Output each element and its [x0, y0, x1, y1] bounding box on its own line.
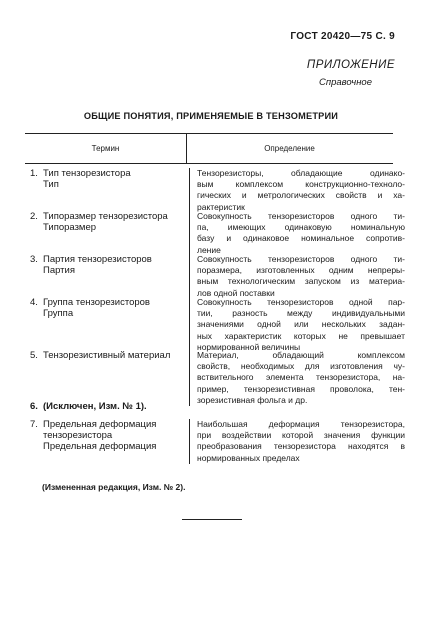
definition-line: Совокупность тензорезисторов одного ти- [197, 254, 405, 264]
definition-line: нормированных пределах [197, 452, 300, 463]
document-title: ОБЩИЕ ПОНЯТИЯ, ПРИМЕНЯЕМЫЕ В ТЕНЗОМЕТРИИ [83, 111, 339, 121]
definition-line: Наибольшая деформация тензорезистора, [197, 419, 405, 429]
entry-number: 2. [30, 211, 38, 222]
term-line: Группа тензорезисторов [43, 297, 150, 308]
term-line: Партия [43, 265, 75, 276]
definition-line: поразмера, изготовленных одним непреры- [197, 265, 405, 276]
appendix-title: ПРИЛОЖЕНИЕ [306, 59, 395, 71]
definition-line: Совокупность тензорезисторов одного ти- [197, 211, 405, 221]
entry-number: 6. [30, 401, 38, 412]
definition-line: ление [197, 244, 221, 255]
term-line: Тип тензорезистора [43, 168, 131, 179]
closing-rule [182, 519, 242, 520]
term-line: Предельная деформация [43, 419, 157, 430]
definition-line: вствительного элемента тензорезистора, на- [197, 372, 405, 383]
definition-line: рактеристик [197, 201, 245, 212]
entry-term [43, 211, 183, 233]
term-line: тензорезистора [43, 430, 113, 441]
definition-line: па, имеющих одинаковую номинальную [197, 222, 405, 233]
entry-number: 1. [30, 168, 38, 179]
definition-line: вным технологическим запуском из материа- [197, 276, 405, 287]
entry-term [43, 168, 183, 190]
definition-line: значениями одной или нескольких задан- [197, 319, 405, 330]
definition-line: гических и метрологических свойств и ха- [197, 190, 405, 201]
page-header: ГОСТ 20420—75 С. 9 [290, 31, 395, 42]
entry-definition [189, 350, 405, 406]
definition-line: при воздействии которой значения функции [197, 430, 405, 441]
term-line: Типоразмер тензорезистора [43, 211, 168, 222]
term-line: Партия тензорезисторов [43, 254, 152, 265]
entry-term [43, 401, 203, 412]
entry-definition [189, 168, 405, 213]
definition-line: лов одной поставки [197, 287, 275, 298]
amendment-note: (Измененная редакция, Изм. № 2). [42, 482, 186, 492]
entry-number: 5. [30, 350, 38, 361]
term-line: (Исключен, Изм. № 1). [43, 401, 147, 412]
definition-line: вым комплексом конструкционно-техноло- [197, 179, 405, 190]
entry-term [43, 254, 183, 276]
term-line: Тип [43, 179, 59, 190]
definition-line: нормированной величины [197, 341, 301, 352]
definition-line: пример, тензорезистивная проволока, тен- [197, 383, 405, 394]
definition-line: свойств, необходимых для изготовления чу- [197, 361, 405, 372]
column-header-term: Термин [91, 144, 120, 153]
entry-number: 7. [30, 419, 38, 430]
definition-line: базу и одинаковое номинальное сопротив- [197, 233, 405, 244]
term-line: Группа [43, 308, 74, 319]
entry-term [43, 297, 183, 319]
entry-definition [189, 254, 405, 299]
appendix-subtitle: Справочное [319, 77, 372, 88]
column-header-definition: Определение [264, 144, 315, 153]
term-line: Типоразмер [43, 222, 97, 233]
entry-number: 3. [30, 254, 38, 265]
entry-number: 4. [30, 297, 38, 308]
definition-line: ных характеристик которых не превышает [197, 330, 405, 341]
entry-term [43, 350, 183, 361]
definition-line: Тензорезисторы, обладающие одинако- [197, 168, 405, 178]
definition-line: Совокупность тензорезисторов одной пар- [197, 297, 405, 307]
entry-term [43, 419, 183, 452]
entry-definition [189, 419, 405, 464]
entry-definition [189, 211, 405, 256]
term-line: Предельная деформация [43, 441, 157, 452]
definition-line: преобразования тензорезистора находятся в [197, 441, 405, 452]
entry-definition [189, 297, 405, 353]
table-header [25, 133, 393, 164]
definition-line: тии, разность между индивидуальными [197, 308, 405, 319]
definition-line: зорезистивная фольга и др. [197, 394, 308, 405]
definition-line: Материал, обладающий комплексом [197, 350, 405, 360]
term-line: Тензорезистивный материал [43, 350, 171, 361]
